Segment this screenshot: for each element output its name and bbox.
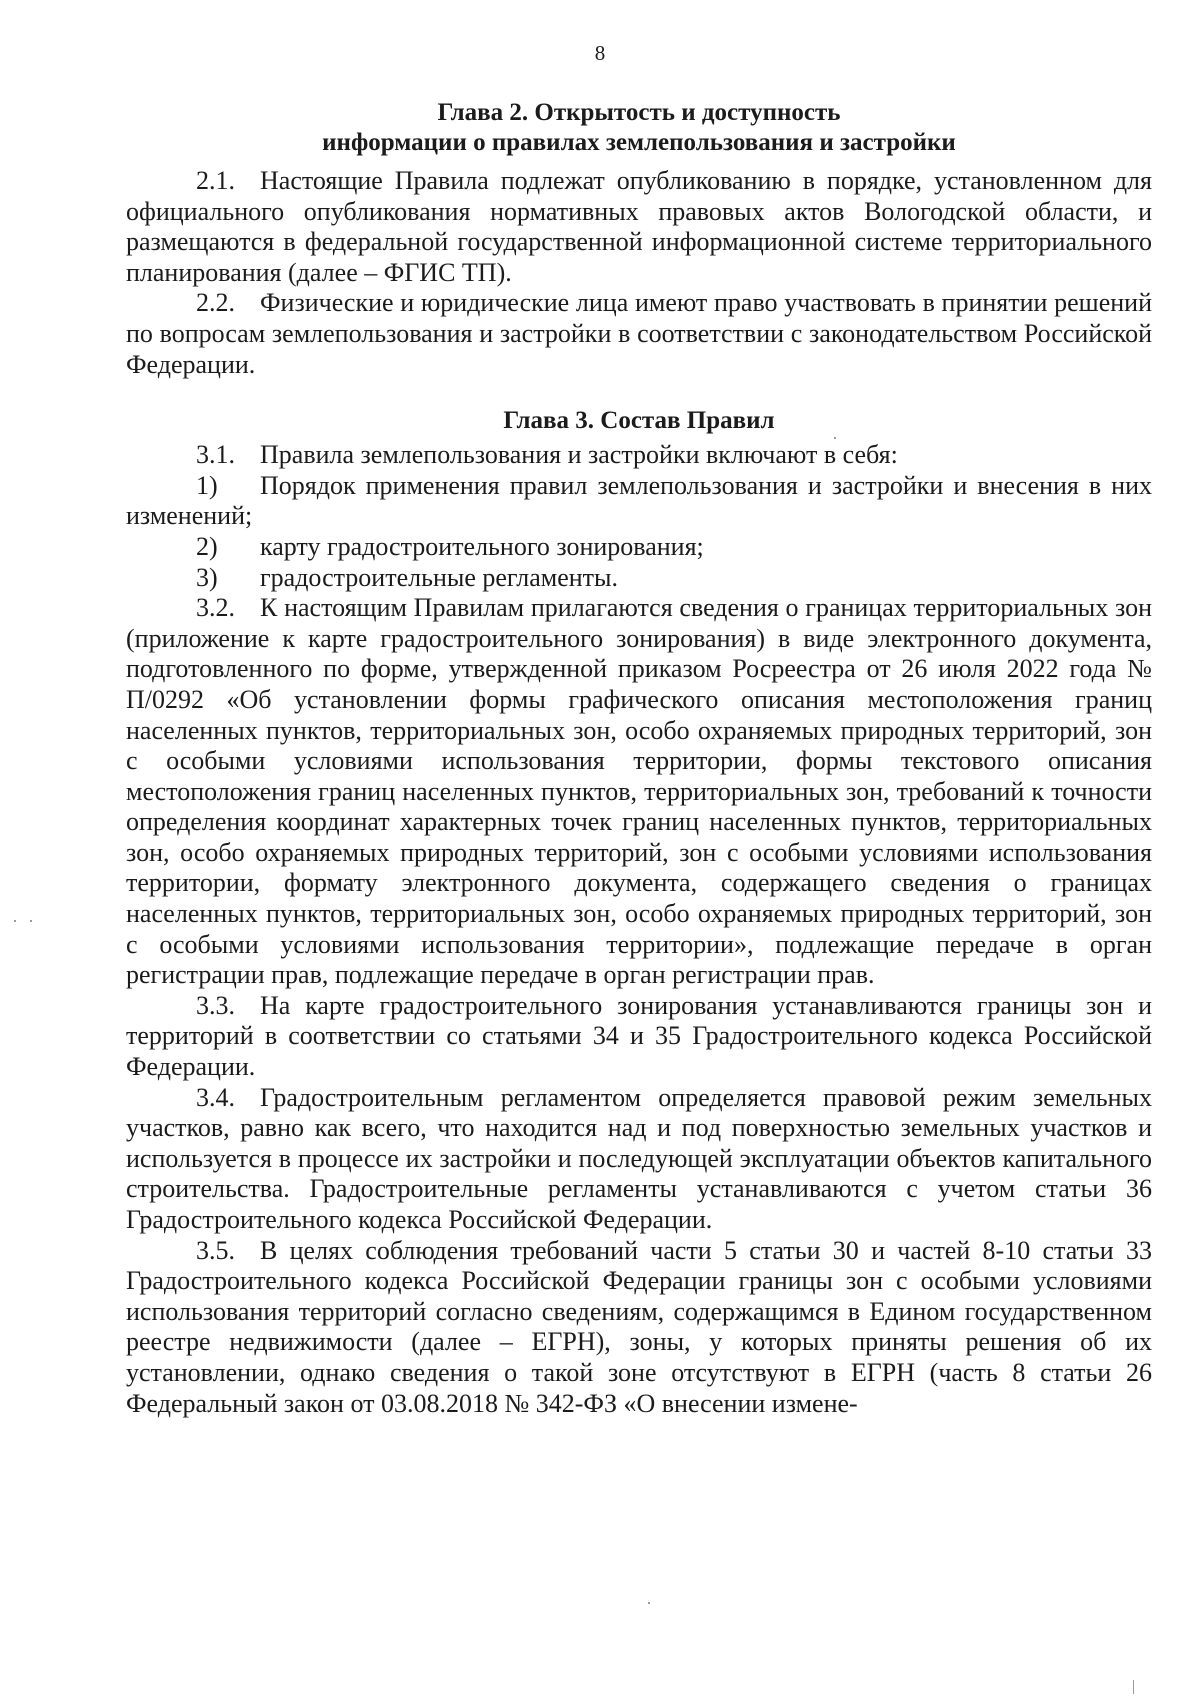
scan-artifact-dot	[30, 920, 32, 922]
list-item-number: 3)	[196, 562, 218, 592]
paragraph-2-2	[126, 288, 1152, 380]
chapter-3-heading: Глава 3. Состав Правил	[503, 407, 775, 435]
document-body	[126, 98, 1152, 1419]
paragraph-3-1	[126, 440, 1152, 471]
paragraph-text: Градостроительным регламентом определяется правовой режим земельных участков, равно как всего, что находится над и под поверхностью земельных участков и используется в процессе их застройки и последующей эксплуатации объектов капитального строительства. Градостроительные регламенты устанавливаются с учетом статьи 36 Градостроительного кодекса Российской Федерации.	[126, 1082, 1152, 1234]
paragraph-text: К настоящим Правилам прилагаются сведения о границах территориальных зон (приложение к карте градостроительного зонирования) в виде электронного документа, подготовленного по форме, утвержденной приказом Росреестра от 26 июля 2022 года № П/0292 «Об установлении формы графического описания местоположения границ населенных пунктов, территориальных зон, особо охраняемых природных территорий, зон с особыми условиями использования территории, формы текстового описания местоположения границ населенных пунктов, территориальных зон, требований к точности определения координат характерных точек границ населенных пунктов, территориальных зон, особо охраняемых природных территорий, зон с особыми условиями использования территории, формату электронного документа, содержащего сведения о границах населенных пунктов, территориальных зон, особо охраняемых природных территорий, зон с особыми условиями использования территории», подлежащие передаче в орган регистрации прав, подлежащие передаче в орган регистрации прав.	[126, 593, 1152, 990]
scan-artifact-dot	[14, 920, 16, 922]
paragraph-number: 3.2.	[196, 593, 235, 623]
paragraph-number: 2.1.	[196, 166, 235, 195]
paragraph-3-2	[126, 593, 1152, 991]
paragraph-3-5	[126, 1236, 1152, 1420]
chapter-2-title-line-2: информации о правилах землепользования и застройки	[322, 129, 956, 156]
list-item-3	[126, 563, 1152, 594]
paragraph-text: На карте градостроительного зонирования устанавливаются границы зон и территорий в соответствии со статьями 34 и 35 Градостроительного кодекса Российской Федерации.	[126, 990, 1152, 1082]
paragraph-2-1	[126, 166, 1152, 288]
list-item-number: 2)	[196, 531, 218, 561]
scan-artifact-line	[1133, 1680, 1134, 1694]
list-item-text: карту градостроительного зонирования;	[260, 531, 704, 561]
list-item-text: Порядок применения правил землепользования и застройки и внесения в них изменений;	[126, 470, 1152, 531]
page-number: 8	[594, 41, 606, 65]
paragraph-3-4	[126, 1083, 1152, 1236]
paragraph-number: 3.5.	[196, 1235, 235, 1265]
list-item-number: 1)	[196, 470, 218, 500]
chapter-2-title-line-1: Глава 2. Открытость и доступность	[437, 99, 841, 126]
chapter-2-heading	[126, 98, 1152, 158]
paragraph-number: 3.4.	[196, 1082, 235, 1112]
paragraph-3-3	[126, 991, 1152, 1083]
paragraph-text: В целях соблюдения требований части 5 статьи 30 и частей 8-10 статьи 33 Градостроительного кодекса Российской Федерации границы зон с особыми условиями использования территорий согласно сведениям, содержащимся в Едином государственном реестре недвижимости (далее – ЕГРН), зоны, у которых приняты решения об их установлении, однако сведения о такой зоне отсутствуют в ЕГРН (часть 8 статьи 26 Федеральный закон от 03.08.2018 № 342-ФЗ «О внесении измене-	[126, 1235, 1152, 1418]
paragraph-number: 2.2.	[196, 288, 235, 318]
scan-artifact-dot	[648, 1602, 650, 1604]
paragraph-text: Настоящие Правила подлежат опубликованию в порядке, установленном для официального опубликования нормативных правовых актов Вологодской области, и размещаются в федеральной государственной информационной системе территориального планирования (далее – ФГИС ТП).	[126, 166, 1152, 287]
paragraph-number: 3.1.	[196, 440, 235, 470]
paragraph-text: Правила землепользования и застройки включают в себя:	[260, 440, 898, 470]
list-item-text: градостроительные регламенты.	[260, 562, 619, 592]
paragraph-text: Физические и юридические лица имеют право участвовать в принятии решений по вопросам землепользования и застройки в соответствии с законодательством Российской Федерации.	[126, 288, 1152, 379]
list-item-1	[126, 471, 1152, 532]
scan-artifact-dot	[834, 437, 836, 439]
paragraph-number: 3.3.	[196, 990, 235, 1020]
list-item-2	[126, 532, 1152, 563]
